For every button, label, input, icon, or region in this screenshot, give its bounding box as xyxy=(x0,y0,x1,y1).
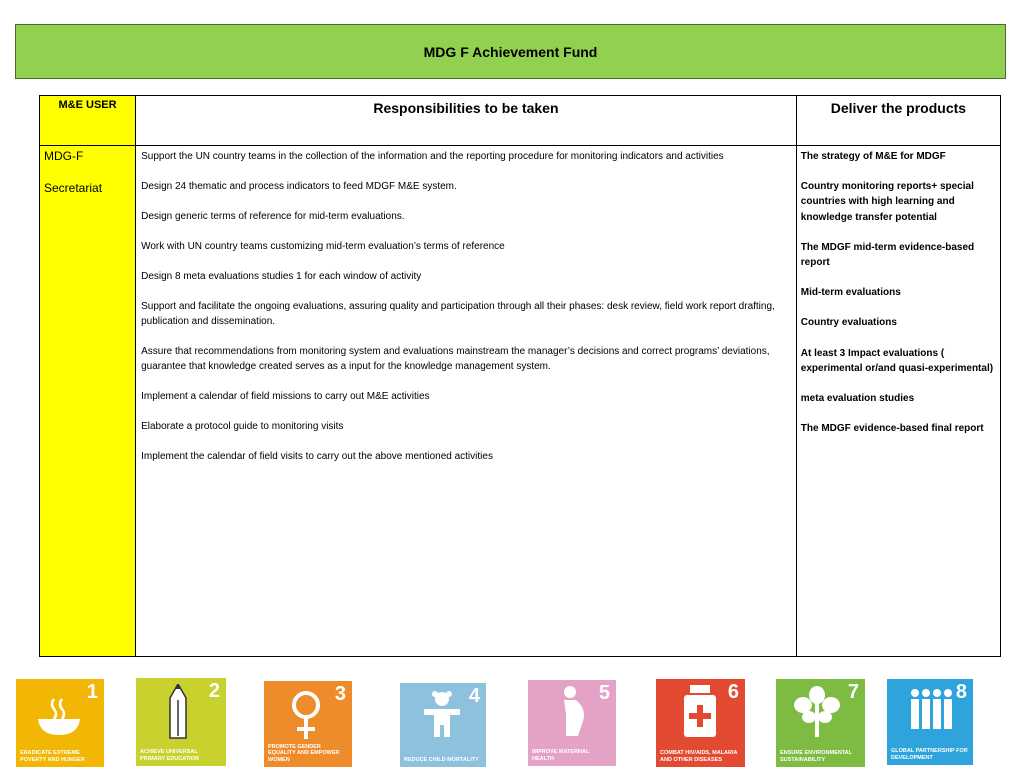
goal-label: IMPROVE MATERNAL HEALTH xyxy=(532,749,590,762)
list-item: Mid-term evaluations xyxy=(800,287,901,299)
list-item: meta evaluation studies xyxy=(800,393,915,405)
goal-3-tile xyxy=(264,681,352,767)
goal-number: 6 xyxy=(727,681,739,703)
goal-label: ENSURE ENVIRONMENTAL SUSTAINABILITY xyxy=(780,750,852,763)
table-row xyxy=(40,146,1001,657)
list-item: Design 24 thematic and process indicators to feed MDGF M&E system. xyxy=(141,181,457,192)
user-unit: Secretariat xyxy=(44,181,103,195)
goal-6-tile xyxy=(656,679,745,767)
pencil-icon xyxy=(166,684,190,740)
medicine-bottle-icon xyxy=(682,685,718,739)
goal-label: ACHIEVE UNIVERSAL PRIMARY EDUCATION xyxy=(140,749,199,762)
list-item: At least 3 Impact evaluations ( experimental or/and quasi-experimental) xyxy=(800,347,994,374)
responsibilities-cell xyxy=(136,146,797,657)
goal-number: 8 xyxy=(955,681,967,703)
goal-1-tile xyxy=(16,679,104,767)
list-item: The MDGF mid-term evidence-based report xyxy=(800,241,975,269)
list-item: Elaborate a protocol guide to monitoring visits xyxy=(141,421,344,432)
header-deliverables: Deliver the products xyxy=(796,96,1000,146)
list-item: Implement a calendar of field missions to carry out M&E activities xyxy=(141,391,430,402)
user-cell xyxy=(40,146,136,657)
user-name: MDG-F xyxy=(44,149,84,163)
list-item: The MDGF evidence-based final report xyxy=(800,423,984,435)
goal-number: 2 xyxy=(208,680,220,702)
goal-2-tile xyxy=(136,678,226,766)
goal-number: 1 xyxy=(86,681,98,703)
header-responsibilities: Responsibilities to be taken xyxy=(136,96,797,146)
child-icon xyxy=(420,689,464,739)
goal-8-tile xyxy=(887,679,973,765)
goal-5-tile xyxy=(528,680,616,766)
people-group-icon xyxy=(907,687,957,733)
list-item: Implement the calendar of field visits to carry out the above mentioned activities xyxy=(141,451,493,462)
list-item: The strategy of M&E for MDGF xyxy=(800,151,946,162)
header-me-user: M&E USER xyxy=(40,96,136,146)
table-header-row xyxy=(40,96,1001,146)
responsibilities-table xyxy=(39,95,1001,657)
goal-number: 7 xyxy=(847,681,859,703)
tree-icon xyxy=(792,685,842,739)
list-item: Assure that recommendations from monitoring system and evaluations mainstream the manager’s decisions and correct programs’ deviations, guarantee that knowledge created serves as a input for the knowledge management system. xyxy=(141,346,770,372)
pregnant-woman-icon xyxy=(556,684,592,738)
list-item: Design 8 meta evaluations studies 1 for each window of activity xyxy=(141,271,422,282)
goal-label: REDUCE CHILD MORTALITY xyxy=(404,756,479,763)
list-item: Country evaluations xyxy=(800,317,897,329)
deliverables-cell xyxy=(796,146,1000,657)
title-banner xyxy=(15,24,1006,79)
goal-number: 4 xyxy=(468,685,480,707)
bowl-icon xyxy=(34,693,84,743)
goal-number: 3 xyxy=(334,683,346,705)
list-item: Design generic terms of reference for mid-term evaluations. xyxy=(141,211,405,222)
list-item: Work with UN country teams customizing mid-term evaluation’s terms of reference xyxy=(141,241,505,252)
page-title: MDG F Achievement Fund xyxy=(423,43,598,60)
goal-label: COMBAT HIV/AIDS, MALARIA AND OTHER DISEASES xyxy=(660,750,738,763)
list-item: Support and facilitate the ongoing evaluations, assuring quality and participation through all their phases: desk review, field work report drafting, publication and dissemination. xyxy=(141,301,775,327)
goal-number: 5 xyxy=(598,682,610,704)
goal-label: ERADICATE EXTREME POVERTY AND HUNGER xyxy=(20,750,85,763)
goal-4-tile xyxy=(400,683,486,767)
goal-label: PROMOTE GENDER EQUALITY AND EMPOWER WOMEN xyxy=(268,743,340,763)
female-symbol-icon xyxy=(286,689,326,741)
list-item: Support the UN country teams in the collection of the information and the reporting procedure for monitoring indicators and activities xyxy=(141,151,724,162)
goal-7-tile xyxy=(776,679,865,767)
goal-label: GLOBAL PARTNERSHIP FOR DEVELOPMENT xyxy=(891,748,968,761)
list-item: Country monitoring reports+ special countries with high learning and knowledge transfer potential xyxy=(800,181,974,223)
